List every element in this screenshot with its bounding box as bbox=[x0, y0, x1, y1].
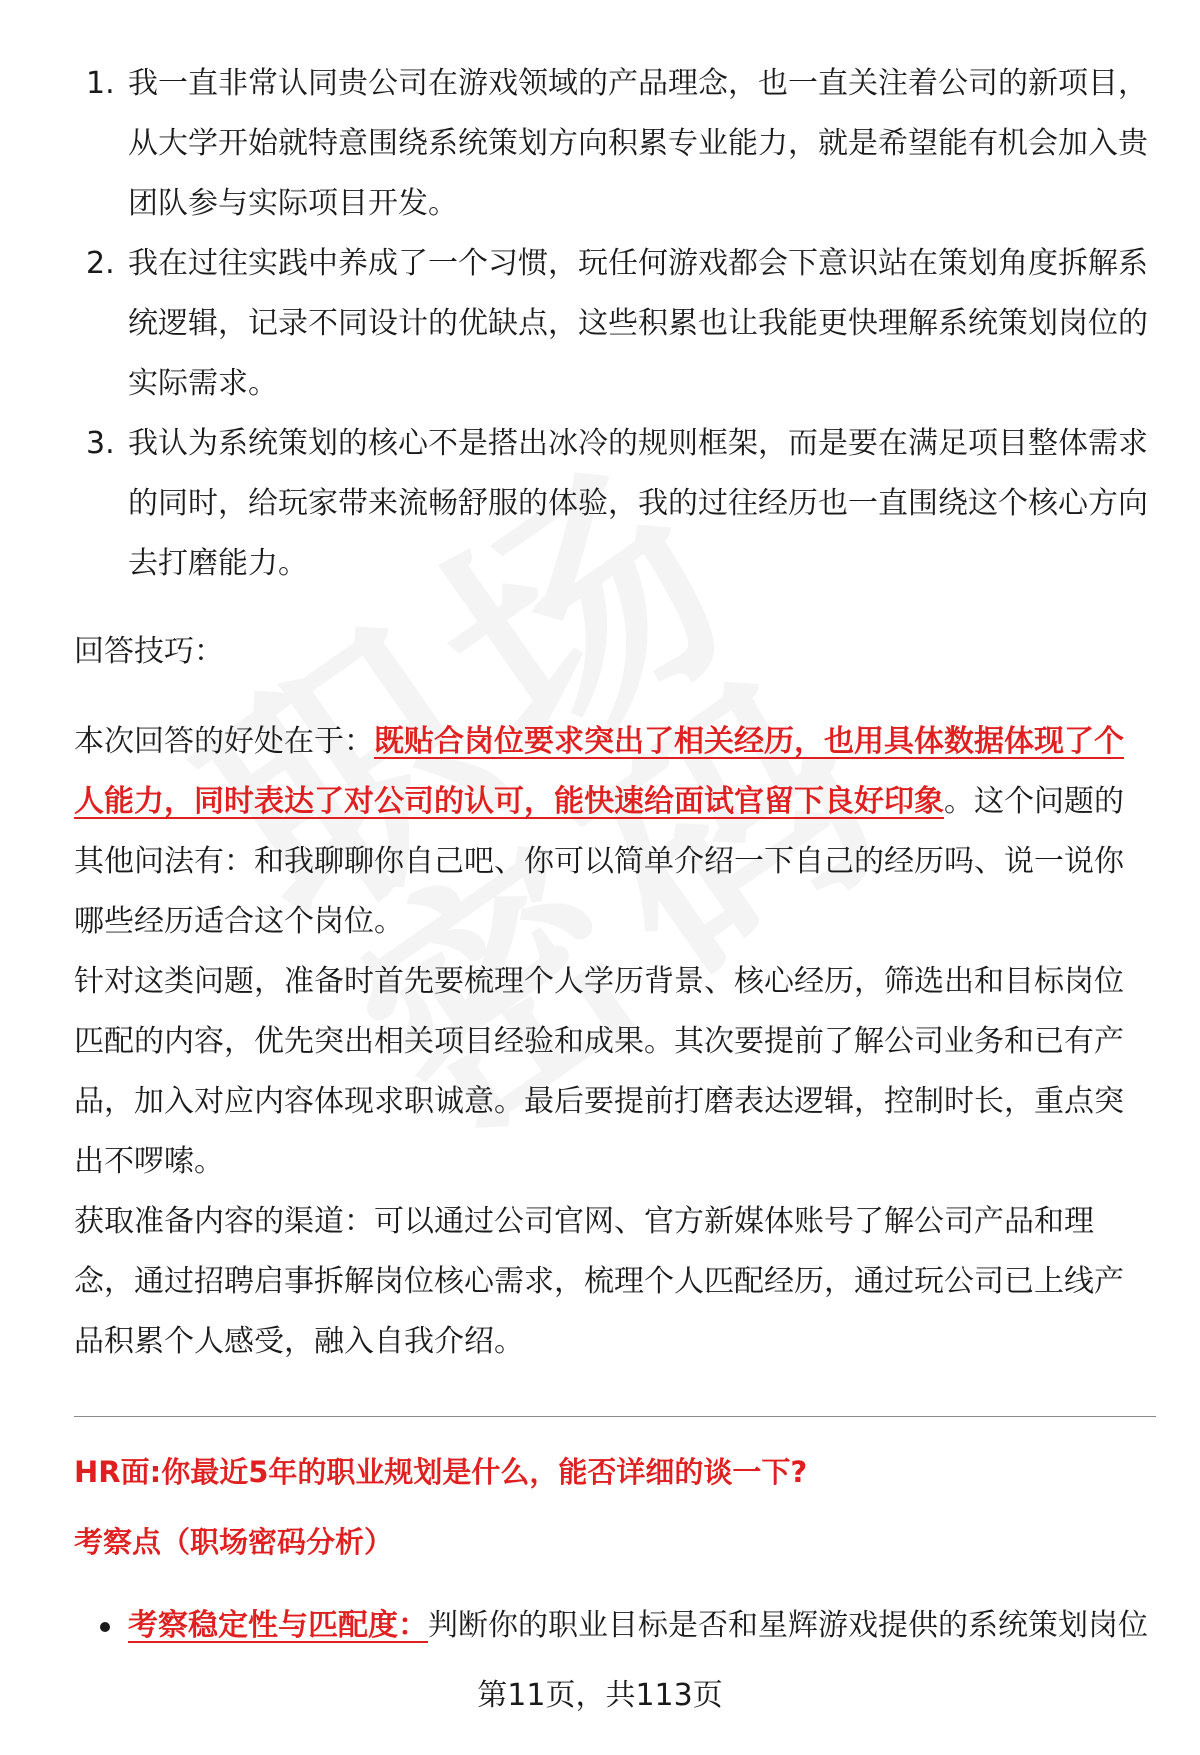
bullet-item bbox=[74, 1596, 1200, 1656]
list-item bbox=[74, 234, 1148, 414]
hr-question-heading: HR面:你最近5年的职业规划是什么，能否详细的谈一下? bbox=[74, 1455, 808, 1489]
list-item bbox=[74, 414, 1148, 594]
list-number: 3. bbox=[86, 426, 115, 461]
list-item-text: 我在过往实践中养成了一个习惯，玩任何游戏都会下意识站在策划角度拆解系统逻辑，记录不同设计的优缺点，这些积累也让我能更快理解系统策划岗位的实际需求。 bbox=[128, 246, 1148, 401]
channel-paragraph: 获取准备内容的渠道：可以通过公司官网、官方新媒体账号了解公司产品和理念，通过招聘启事拆解岗位核心需求，梳理个人匹配经历，通过玩公司已上线产品积累个人感受，融入自我介绍。 bbox=[74, 1204, 1124, 1359]
analysis-heading: 考察点（职场密码分析） bbox=[74, 1525, 394, 1559]
benefit-paragraph bbox=[74, 712, 1148, 952]
benefit-suffix: 。这个问题的其他问法有：和我聊聊你自己吧、你可以简单介绍一下自己的经历吗、说一说你哪些经历适合这个岗位。 bbox=[74, 784, 1124, 939]
reasons-list bbox=[74, 54, 1148, 594]
list-item-text: 我一直非常认同贵公司在游戏领域的产品理念，也一直关注着公司的新项目，从大学开始就特意围绕系统策划方向积累专业能力，就是希望能有机会加入贵团队参与实际项目开发。 bbox=[128, 66, 1148, 221]
benefit-highlight: 既贴合岗位要求突出了相关经历，也用具体数据体现了个人能力，同时表达了对公司的认可，能快速给面试官留下良好印象 bbox=[74, 724, 1124, 819]
list-number: 1. bbox=[86, 66, 115, 101]
bullet-text: 判断你的职业目标是否和星辉游戏提供的系统策划岗位 bbox=[428, 1608, 1148, 1643]
prep-paragraph: 针对这类问题，准备时首先要梳理个人学历背景、核心经历，筛选出和目标岗位匹配的内容，优先突出相关项目经验和成果。其次要提前了解公司业务和已有产品，加入对应内容体现求职诚意。最后要提前打磨表达逻辑，控制时长，重点突出不啰嗦。 bbox=[74, 964, 1124, 1179]
section-divider bbox=[74, 1416, 1156, 1417]
list-item-text: 我认为系统策划的核心不是搭出冰冷的规则框架，而是要在满足项目整体需求的同时，给玩家带来流畅舒服的体验，我的过往经历也一直围绕这个核心方向去打磨能力。 bbox=[128, 426, 1148, 581]
list-number: 2. bbox=[86, 246, 115, 281]
bullet-dot-icon bbox=[100, 1622, 110, 1632]
page-footer: 第11页，共113页 bbox=[477, 1678, 723, 1713]
bullet-label: 考察稳定性与匹配度： bbox=[128, 1608, 428, 1643]
tips-label: 回答技巧： bbox=[74, 634, 224, 669]
list-item bbox=[74, 54, 1148, 234]
benefit-prefix: 本次回答的好处在于： bbox=[74, 724, 374, 759]
